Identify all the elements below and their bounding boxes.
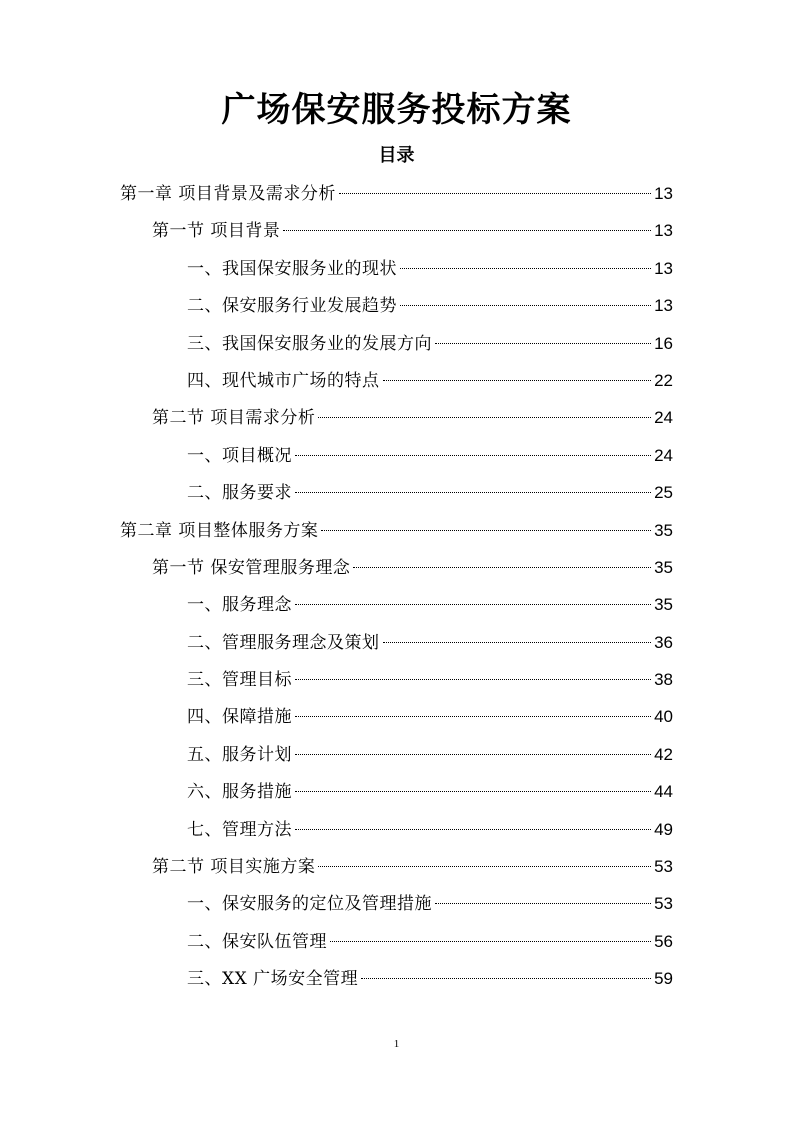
toc-entry[interactable] (120, 399, 673, 436)
toc-entry-label: 一、项目概况 (187, 445, 292, 466)
toc-leader-dots (283, 230, 651, 231)
toc-leader-dots (295, 791, 651, 792)
toc-entry-page: 44 (654, 782, 673, 802)
toc-entry-label: 三、我国保安服务业的发展方向 (187, 333, 432, 354)
toc-entry[interactable] (120, 736, 673, 773)
toc-leader-dots (383, 642, 652, 643)
toc-entry-page: 53 (654, 894, 673, 914)
toc-entry-page: 35 (654, 595, 673, 615)
toc-leader-dots (295, 829, 651, 830)
toc-entry-page: 35 (654, 520, 673, 540)
toc-entry-page: 16 (654, 333, 673, 353)
toc-entry-page: 24 (654, 445, 673, 465)
toc-leader-dots (383, 380, 652, 381)
toc-entry-page: 13 (654, 184, 673, 203)
toc-entry-label: 第一节 保安管理服务理念 (152, 557, 351, 578)
toc-entry-label: 二、服务要求 (187, 483, 292, 504)
toc-entry-label: 第二节 项目需求分析 (152, 408, 316, 429)
toc-entry-page: 42 (654, 744, 673, 764)
toc-entry-page: 13 (654, 296, 673, 316)
toc-entry-label: 一、我国保安服务业的现状 (187, 258, 397, 279)
toc-leader-dots (295, 716, 651, 717)
toc-leader-dots (295, 679, 651, 680)
toc-entry-label: 二、保安服务行业发展趋势 (187, 296, 397, 317)
toc-entry-label: 一、服务理念 (187, 595, 292, 616)
toc-entry[interactable] (120, 437, 673, 474)
toc-entry-label: 二、保安队伍管理 (187, 931, 327, 952)
toc-entry-page: 24 (654, 408, 673, 428)
toc-entry-page: 49 (654, 819, 673, 839)
toc-entry-label: 三、管理目标 (187, 670, 292, 691)
toc-entry-label: 七、管理方法 (187, 819, 292, 840)
toc-entry[interactable] (120, 250, 673, 287)
toc-entry-label: 二、管理服务理念及策划 (187, 632, 380, 653)
toc-entry-label: 六、服务措施 (187, 782, 292, 803)
page-number: 1 (393, 1038, 400, 1050)
toc-entry[interactable] (120, 773, 673, 810)
toc-leader-dots (339, 193, 651, 194)
toc-leader-dots (435, 343, 651, 344)
toc-leader-dots (435, 903, 651, 904)
toc-leader-dots (295, 455, 651, 456)
toc-entry-page: 56 (654, 931, 673, 951)
toc-entry-page: 13 (654, 258, 673, 278)
toc-entry-label: 第二章 项目整体服务方案 (120, 520, 319, 541)
table-of-contents (120, 175, 673, 998)
toc-entry[interactable] (120, 698, 673, 735)
toc-entry[interactable] (120, 474, 673, 511)
toc-entry[interactable] (120, 212, 673, 249)
toc-entry[interactable] (120, 960, 673, 997)
toc-leader-dots (400, 305, 651, 306)
toc-entry-label: 第二节 项目实施方案 (152, 857, 316, 878)
toc-leader-dots (295, 604, 651, 605)
toc-entry[interactable] (120, 175, 673, 212)
toc-entry-label: 四、现代城市广场的特点 (187, 370, 380, 391)
toc-entry-page: 22 (654, 370, 673, 390)
toc-leader-dots (330, 941, 651, 942)
toc-entry[interactable] (120, 287, 673, 324)
toc-entry[interactable] (120, 811, 673, 848)
toc-leader-dots (318, 417, 651, 418)
toc-entry[interactable] (120, 885, 673, 922)
toc-entry-label: 第一节 项目背景 (152, 221, 281, 242)
toc-entry-label: 第一章 项目背景及需求分析 (120, 184, 336, 204)
toc-entry[interactable] (120, 549, 673, 586)
toc-leader-dots (321, 530, 651, 531)
toc-entry[interactable] (120, 661, 673, 698)
toc-entry-label: 三、XX 广场安全管理 (187, 969, 359, 990)
toc-entry[interactable] (120, 362, 673, 399)
toc-entry-label: 四、保障措施 (187, 707, 292, 728)
toc-leader-dots (361, 978, 651, 979)
toc-entry-page: 40 (654, 707, 673, 727)
toc-entry-label: 五、服务计划 (187, 744, 292, 765)
toc-entry-page: 53 (654, 857, 673, 877)
toc-leader-dots (295, 754, 651, 755)
toc-entry-page: 36 (654, 632, 673, 652)
toc-entry-page: 59 (654, 969, 673, 989)
toc-entry-page: 38 (654, 670, 673, 690)
toc-leader-dots (400, 268, 651, 269)
toc-leader-dots (318, 866, 651, 867)
toc-entry[interactable] (120, 586, 673, 623)
toc-entry[interactable] (120, 624, 673, 661)
toc-entry[interactable] (120, 848, 673, 885)
toc-entry[interactable] (120, 512, 673, 549)
toc-leader-dots (353, 567, 651, 568)
toc-entry[interactable] (120, 325, 673, 362)
toc-entry-label: 一、保安服务的定位及管理措施 (187, 894, 432, 915)
toc-entry[interactable] (120, 923, 673, 960)
toc-entry-page: 25 (654, 483, 673, 503)
toc-heading: 目录 (378, 145, 415, 166)
toc-leader-dots (295, 492, 651, 493)
toc-entry-page: 35 (654, 557, 673, 577)
document-title: 广场保安服务投标方案 (221, 90, 572, 130)
toc-entry-page: 13 (654, 221, 673, 241)
